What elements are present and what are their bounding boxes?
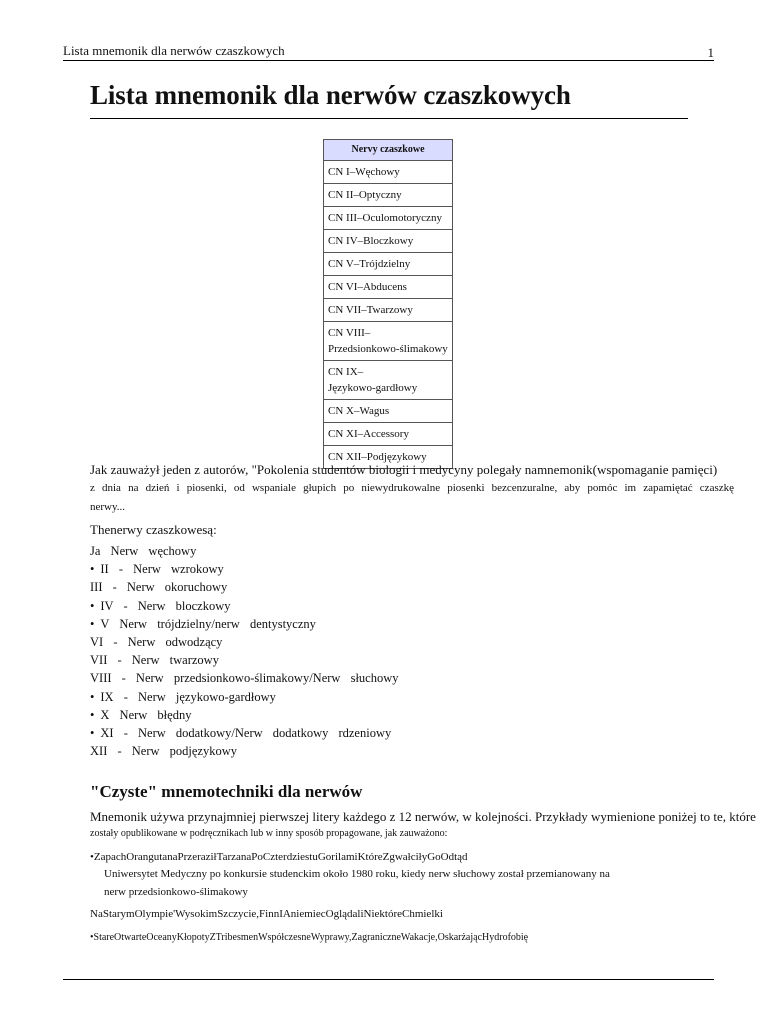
section-paragraph-line-2: zostały opublikowane w podręcznikach lub w inny sposób propagowane, jak zauważono:	[90, 828, 448, 839]
table-row	[324, 322, 453, 361]
section-heading: "Czyste" mnemotechniki dla nerwów	[90, 782, 363, 801]
list-item: • IX - Nerw językowo-gardłowy	[90, 688, 399, 706]
intro-line-1: Jak zauważył jeden z autorów, "Pokolenia studentów biologii i medycyny polegały namnemonik(wspomaganie pamięci)	[90, 462, 718, 477]
table-cell: CN V–Trójdzielny	[324, 253, 453, 276]
list-item: • IV - Nerw bloczkowy	[90, 597, 399, 615]
running-header	[63, 43, 714, 59]
page-number: 1	[707, 45, 714, 60]
page-title: Lista mnemonik dla nerwów czaszkowych	[90, 80, 571, 110]
intro-line-2: z dnia na dzień i piosenki, od wspaniale głupich po niewydrukowalne piosenki bezcenzuralne, aby pomóc im zapamiętać czaszkę	[90, 482, 734, 494]
list-item: III - Nerw okoruchowy	[90, 580, 228, 595]
table-row	[324, 161, 453, 184]
nerve-list	[90, 542, 399, 760]
list-item: VI - Nerw odwodzący	[90, 634, 223, 649]
cell-line: Językowo-gardłowy	[328, 382, 418, 394]
list-item: • X Nerw błędny	[90, 706, 399, 724]
mnemonic-item-2: NaStarymOlympie'WysokimSzczycie,FinnIAniemiecOglądaliNiektóreChmielki	[90, 908, 443, 920]
table-cell: CN I–Węchowy	[324, 161, 453, 184]
table-row	[324, 361, 453, 400]
list-item: VII - Nerw twarzowy	[90, 653, 219, 668]
intro-line-3: nerwy...	[90, 501, 126, 513]
list-item: • V Nerw trójdzielny/nerw dentystyczny	[90, 615, 399, 633]
cell-line: Przedsionkowo-ślimakowy	[328, 343, 448, 355]
title-rule	[90, 118, 688, 119]
list-item: • XI - Nerw dodatkowy/Nerw dodatkowy rdzeniowy	[90, 724, 399, 742]
list-item: Ja Nerw węchowy	[90, 544, 197, 558]
cell-line: CN IX–	[328, 366, 364, 378]
list-item: VIII - Nerw przedsionkowo-ślimakowy/Nerw słuchowy	[90, 671, 399, 686]
list-item: XII - Nerw podjęzykowy	[90, 744, 238, 759]
table-row	[324, 184, 453, 207]
table-row	[324, 230, 453, 253]
list-lead: Thenerwy czaszkowesą:	[90, 522, 217, 537]
list-item: • II - Nerw wzrokowy	[90, 560, 399, 578]
mnemonic-item-3: •StareOtwarteOceanyKłopotyZTribesmenWspółczesneWyprawy,ZagraniczneWakacje,OskarżającHydrofobię	[90, 932, 529, 943]
table-row	[324, 400, 453, 423]
table-cell: CN VI–Abducens	[324, 276, 453, 299]
table-cell	[324, 361, 453, 400]
mnemonic-note-line-2: nerw przedsionkowo-ślimakowy	[104, 886, 248, 898]
table-header: Nervy czaszkowe	[324, 140, 453, 161]
table-row	[324, 253, 453, 276]
section-paragraph-line-1: Mnemonik używa przynajmniej pierwszej litery każdego z 12 nerwów, w kolejności. Przykłady wymienione poniżej to te, które	[90, 809, 756, 824]
mnemonic-item-1: •ZapachOrangutanaPrzeraziłTarzanaPoCzterdziestuGorilamiKtóreZgwałciłyGoOdtąd	[90, 851, 468, 863]
cell-line: CN VIII–	[328, 327, 371, 339]
table-row	[324, 276, 453, 299]
table-cell: CN VII–Twarzowy	[324, 299, 453, 322]
mnemonic-note-line-1: Uniwersytet Medyczny po konkursie studenckim około 1980 roku, kiedy nerw słuchowy został przemianowany na	[104, 868, 610, 880]
header-rule	[63, 60, 714, 61]
table-cell	[324, 322, 453, 361]
table-cell: CN IV–Bloczkowy	[324, 230, 453, 253]
footer-rule	[63, 979, 714, 980]
table-cell: CN III–Oculomotoryczny	[324, 207, 453, 230]
table-row	[324, 299, 453, 322]
table-cell: CN XII–Podjęzykowy	[324, 446, 453, 469]
running-title: Lista mnemonik dla nerwów czaszkowych	[63, 43, 285, 58]
cranial-nerves-table	[323, 139, 453, 469]
table-cell: CN X–Wagus	[324, 400, 453, 423]
table-cell: CN XI–Accessory	[324, 423, 453, 446]
table-cell: CN II–Optyczny	[324, 184, 453, 207]
table-row	[324, 423, 453, 446]
table-row	[324, 207, 453, 230]
